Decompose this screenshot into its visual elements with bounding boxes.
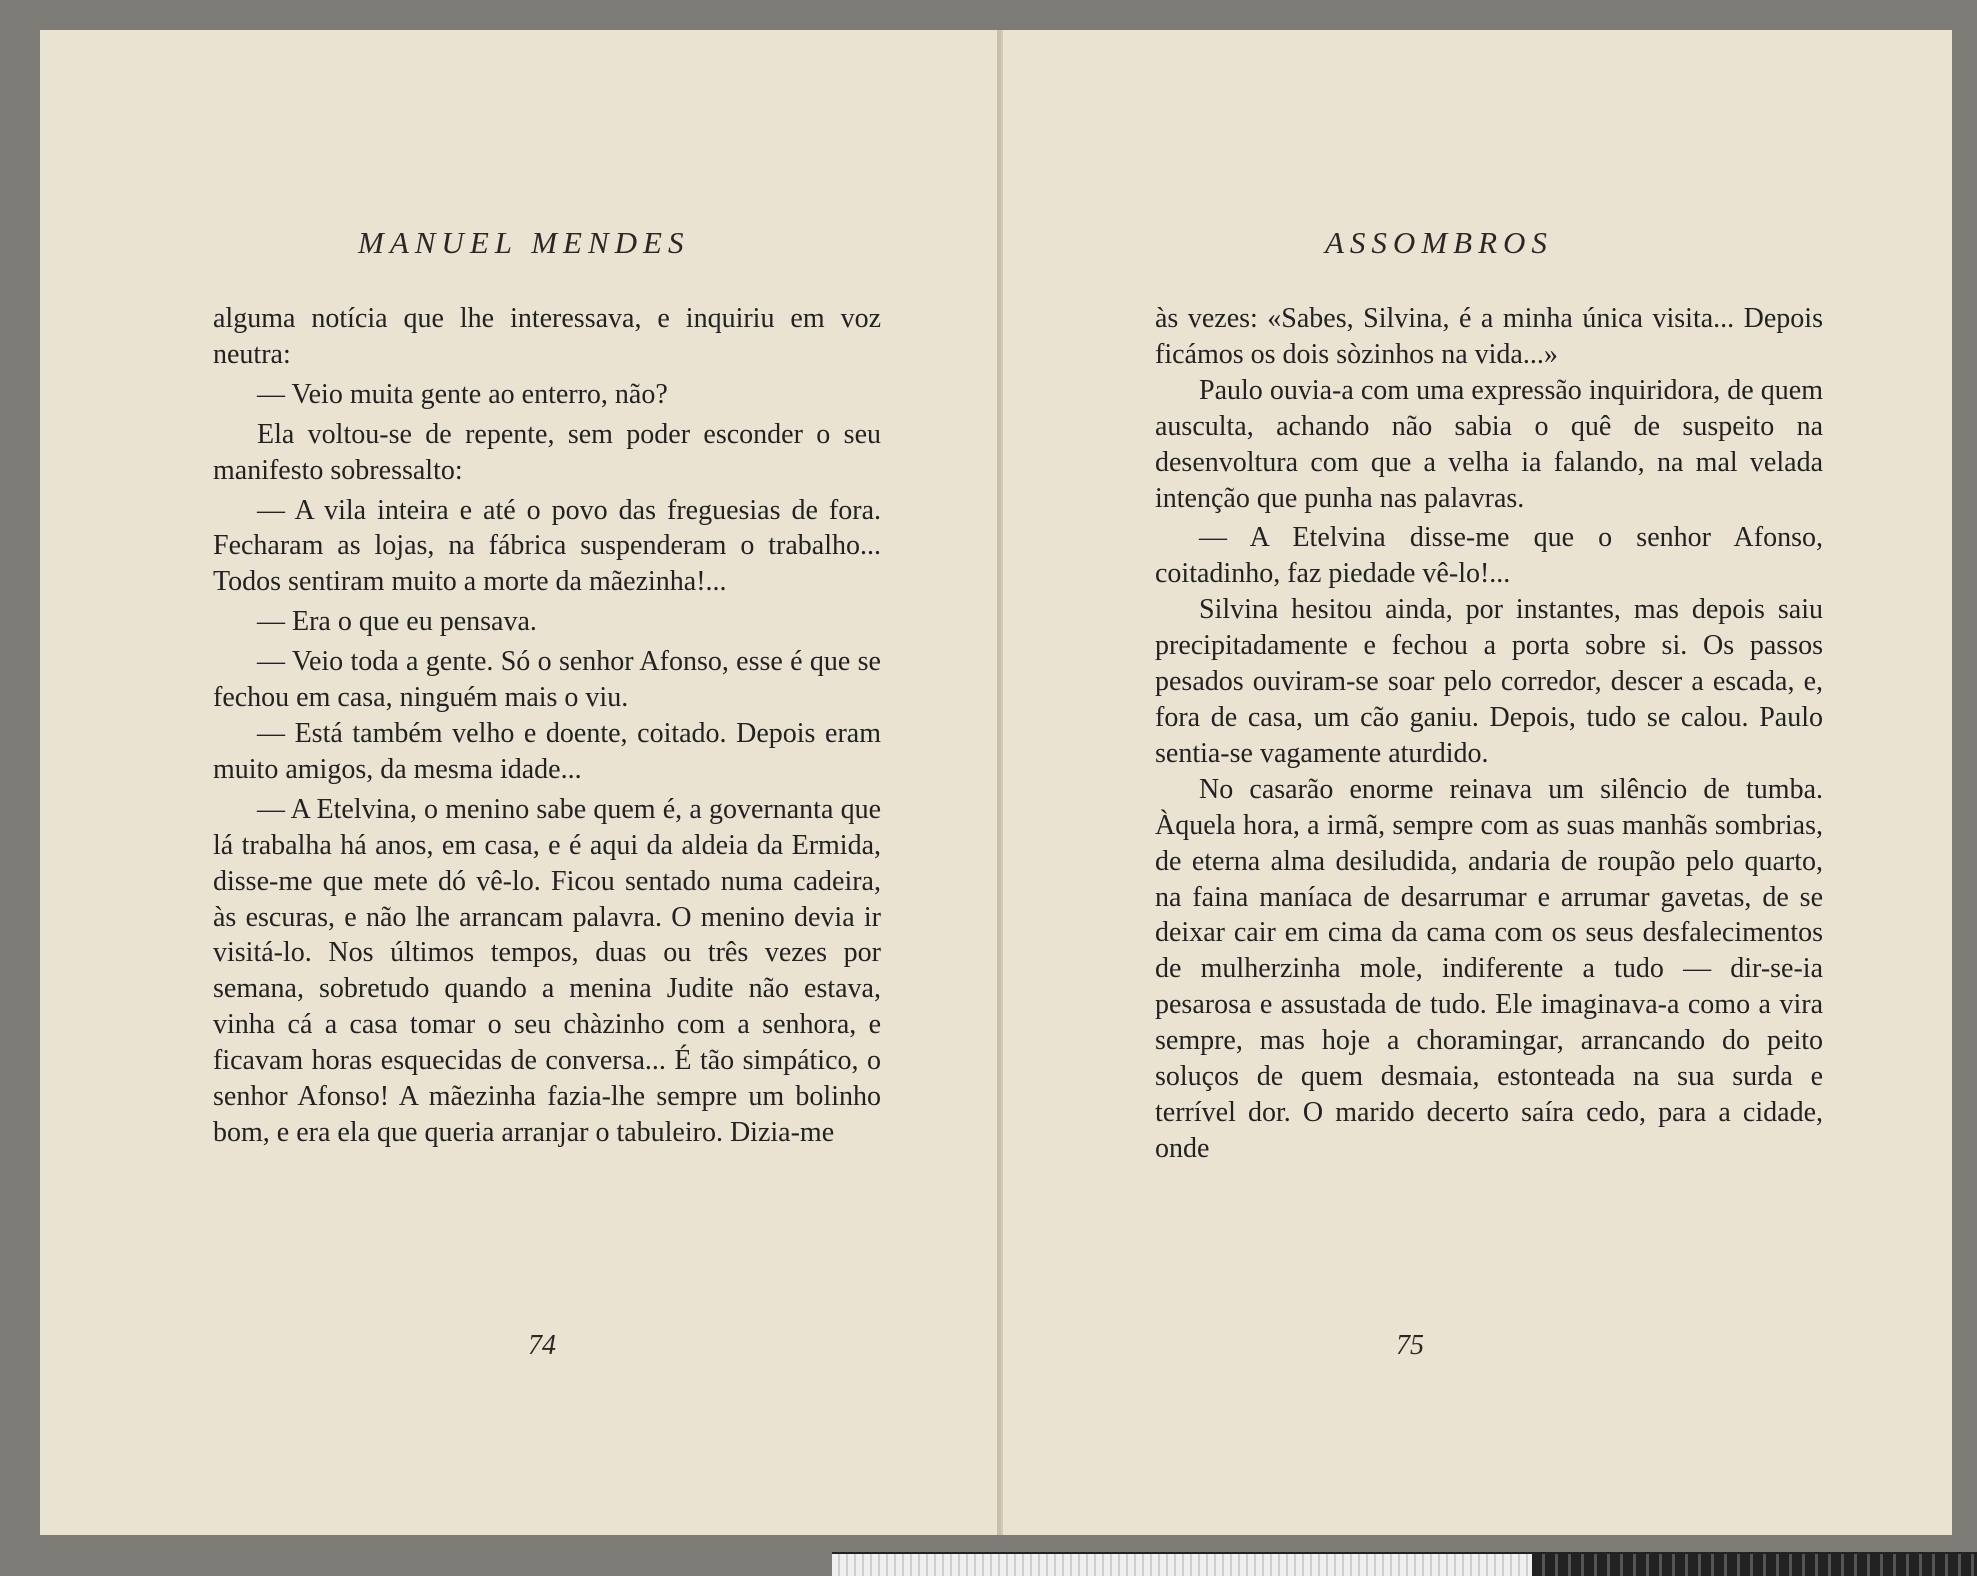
right-page [1001, 30, 1952, 1535]
paragraph: alguma notícia que lhe interessava, e inquiriu em voz neutra: [213, 303, 881, 370]
paragraph: às vezes: «Sabes, Silvina, é a minha única visita... Depois ficámos os dois sòzinhos na vida...» [1155, 303, 1823, 370]
paragraph: Silvina hesitou ainda, por instantes, mas depois saiu precipitadamente e fechou a porta sobre si. Os passos pesados ouviram-se soar pelo corredor, descer a escada, e, fora de casa, um cão ganiu. Depois, tudo se calou. Paulo sentia-se vagamente aturdido. [1155, 594, 1823, 769]
paragraph: — Veio muita gente ao enterro, não? [257, 378, 668, 410]
left-page-text [213, 301, 881, 1151]
color-calibration-scale [832, 1552, 1977, 1576]
paragraph: — Está também velho e doente, coitado. Depois eram muito amigos, da mesma idade... [213, 717, 881, 785]
scale-dark-segment [1532, 1554, 1977, 1576]
paragraph: Paulo ouvia-a com uma expressão inquiridora, de quem ausculta, achando não sabia o quê de suspeito na desenvoltura com que a velha ia falando, na mal velada intenção que punha nas palavras. [1155, 374, 1823, 514]
left-page [40, 30, 998, 1535]
paragraph: — A vila inteira e até o povo das freguesias de fora. Fecharam as lojas, na fábrica suspenderam o trabalho... Todos sentiram muito a morte da mãezinha!... [213, 494, 881, 598]
paragraph: — A Etelvina disse-me que o senhor Afonso, coitadinho, faz piedade vê-lo!... [1155, 522, 1823, 590]
open-book [40, 30, 1950, 1535]
paragraph: — Era o que eu pensava. [257, 606, 537, 638]
paragraph: — A Etelvina, o menino sabe quem é, a governanta que lá trabalha há anos, em casa, e é aqui da aldeia da Ermida, disse-me que mete dó vê-lo. Ficou sentado numa cadeira, às escuras, e não lhe arrancam palavra. O menino devia ir visitá-lo. Nos últimos tempos, duas ou três vezes por semana, sobretudo quando a menina Judite não estava, vinha cá a casa tomar o seu chàzinho com a senhora, e ficavam horas esquecidas de conversa... É tão simpático, o senhor Afonso! A mãezinha fazia-lhe sempre um bolinho bom, e era ela que queria arranjar o tabuleiro. Dizia-me [213, 793, 881, 1148]
page-number-right: 75 [1396, 1330, 1424, 1361]
paragraph: Ela voltou-se de repente, sem poder esconder o seu manifesto sobressalto: [213, 418, 881, 486]
paragraph: No casarão enorme reinava um silêncio de tumba. Àquela hora, a irmã, sempre com as suas manhãs sombrias, de eterna alma desiludida, andaria de roupão pelo quarto, na faina maníaca de desarrumar e arrumar gavetas, de se deixar cair em cima da cama com os seus desfalecimentos de mulherzinha mole, indiferente a tudo — dir-se-ia pesarosa e assustada de tudo. Ele imaginava-a como a vira sempre, mas hoje a choramingar, arrancando do peito soluços de quem desmaia, estonteada na sua surda e terrível dor. O marido decerto saíra cedo, para a cidade, onde [1155, 773, 1823, 1164]
page-number-left: 74 [528, 1330, 556, 1361]
right-page-text [1155, 301, 1823, 1167]
running-head-left: MANUEL MENDES [358, 225, 690, 260]
running-head-right: ASSOMBROS [1325, 225, 1553, 260]
paragraph: — Veio toda a gente. Só o senhor Afonso, esse é que se fechou em casa, ninguém mais o viu. [213, 646, 881, 714]
